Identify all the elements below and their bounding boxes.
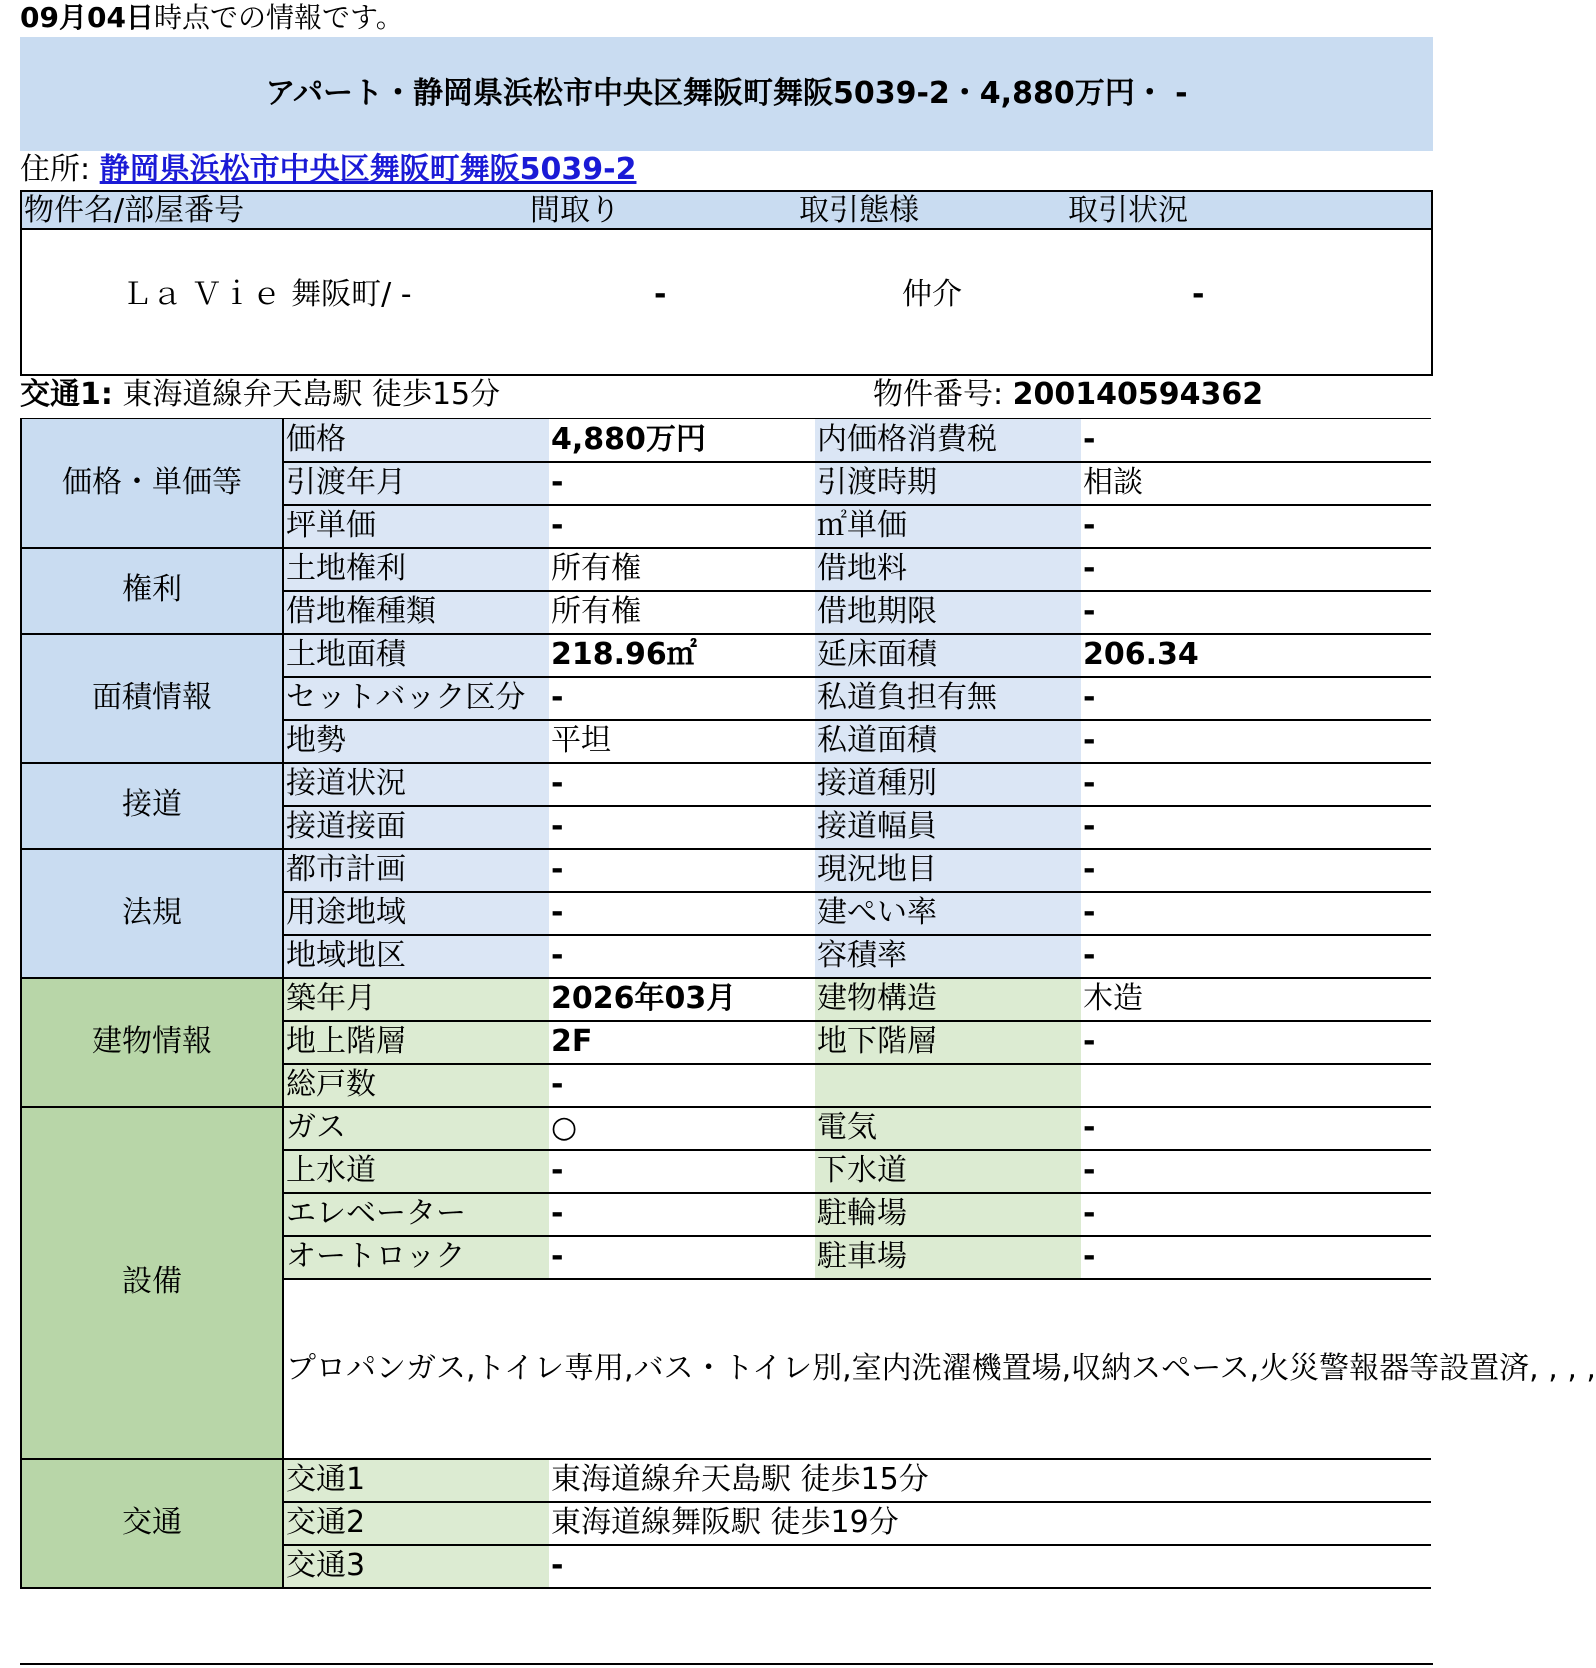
label-sewer: 下水道 xyxy=(815,1150,1081,1193)
value-road-face: - xyxy=(549,806,815,849)
value-land-area: 218.96㎡ xyxy=(549,634,815,677)
value-land-rights: 所有権 xyxy=(549,548,815,591)
traffic-summary-label: 交通1: xyxy=(20,377,113,412)
table-row xyxy=(21,1107,1431,1150)
value-city-plan: - xyxy=(549,849,815,892)
label-district: 地域地区 xyxy=(283,935,549,978)
section-rights: 権利 xyxy=(21,548,283,634)
label-bicycle-parking: 駐輪場 xyxy=(815,1193,1081,1236)
table-row xyxy=(21,634,1431,677)
address-link[interactable]: 静岡県浜松市中央区舞阪町舞阪5039-2 xyxy=(99,152,637,187)
label-land-rights: 土地権利 xyxy=(283,548,549,591)
page-title xyxy=(20,37,1433,151)
property-detail-table xyxy=(20,418,1596,1589)
bottom-divider xyxy=(20,1663,1433,1665)
table-row xyxy=(21,548,1431,591)
label-lease-fee: 借地料 xyxy=(815,548,1081,591)
value-floor-ratio: - xyxy=(1081,935,1431,978)
label-empty xyxy=(815,1064,1081,1107)
value-road-type: - xyxy=(1081,763,1431,806)
value-land-category: - xyxy=(1081,849,1431,892)
value-floor-area: 206.34 xyxy=(1081,634,1431,677)
property-number-value: 200140594362 xyxy=(1012,377,1264,412)
label-traffic2: 交通2 xyxy=(283,1502,549,1545)
date-note xyxy=(20,2,404,34)
value-setback: - xyxy=(549,677,815,720)
label-lease-term: 借地期限 xyxy=(815,591,1081,634)
label-basement: 地下階層 xyxy=(815,1021,1081,1064)
traffic-summary-value: 東海道線弁天島駅 徒歩15分 xyxy=(122,377,501,412)
label-electricity: 電気 xyxy=(815,1107,1081,1150)
value-lease-fee: - xyxy=(1081,548,1431,591)
label-city-plan: 都市計画 xyxy=(283,849,549,892)
label-tsubo-price: 坪単価 xyxy=(283,505,549,548)
section-building: 建物情報 xyxy=(21,978,283,1107)
label-road-status: 接道状況 xyxy=(283,763,549,806)
label-zoning: 用途地域 xyxy=(283,892,549,935)
value-handover-month: - xyxy=(549,462,815,505)
property-summary-box xyxy=(20,230,1433,376)
section-area: 面積情報 xyxy=(21,634,283,763)
value-coverage-ratio: - xyxy=(1081,892,1431,935)
label-handover-month: 引渡年月 xyxy=(283,462,549,505)
equipment-note: プロパンガス,トイレ専用,バス・トイレ別,室内洗濯機置場,収納スペース,火災警報器等設置済, , , , xyxy=(283,1279,1431,1459)
label-parking: 駐車場 xyxy=(815,1236,1081,1279)
label-sqm-price: ㎡単価 xyxy=(815,505,1081,548)
value-road-width: - xyxy=(1081,806,1431,849)
table-row xyxy=(21,1459,1431,1502)
value-price: 4,880万円 xyxy=(549,419,815,462)
value-water: - xyxy=(549,1150,815,1193)
value-units: - xyxy=(549,1064,815,1107)
label-private-road-area: 私道面積 xyxy=(815,720,1081,763)
label-land-category: 現況地目 xyxy=(815,849,1081,892)
title-text: アパート・静岡県浜松市中央区舞阪町舞阪5039-2・4,880万円・ - xyxy=(265,75,1188,111)
table-row xyxy=(21,763,1431,806)
label-water: 上水道 xyxy=(283,1150,549,1193)
header-transaction-mode: 取引態様 xyxy=(799,193,919,228)
value-zoning: - xyxy=(549,892,815,935)
value-floors: 2F xyxy=(549,1021,815,1064)
property-name: Ｌａ Ｖｉｅ 舞阪町/ - xyxy=(122,277,412,312)
value-terrain: 平坦 xyxy=(549,720,815,763)
value-parking: - xyxy=(1081,1236,1431,1279)
label-land-area: 土地面積 xyxy=(283,634,549,677)
section-equipment: 設備 xyxy=(21,1107,283,1459)
label-elevator: エレベーター xyxy=(283,1193,549,1236)
label-price: 価格 xyxy=(283,419,549,462)
header-name-room: 物件名/部屋番号 xyxy=(24,193,245,228)
property-transaction-mode: 仲介 xyxy=(902,277,962,312)
value-sqm-price: - xyxy=(1081,505,1431,548)
table-row xyxy=(21,419,1431,462)
value-built: 2026年03月 xyxy=(549,978,815,1021)
section-price: 価格・単価等 xyxy=(21,419,283,548)
value-sewer: - xyxy=(1081,1150,1431,1193)
value-traffic1: 東海道線弁天島駅 徒歩15分 xyxy=(549,1459,1431,1502)
label-road-width: 接道幅員 xyxy=(815,806,1081,849)
label-traffic1: 交通1 xyxy=(283,1459,549,1502)
label-setback: セットバック区分 xyxy=(283,677,549,720)
label-gas: ガス xyxy=(283,1107,549,1150)
header-transaction-status: 取引状況 xyxy=(1068,193,1188,228)
property-number-label: 物件番号: xyxy=(873,377,1004,412)
label-traffic3: 交通3 xyxy=(283,1545,549,1588)
value-district: - xyxy=(549,935,815,978)
address-line xyxy=(20,153,636,188)
value-lease-type: 所有権 xyxy=(549,591,815,634)
table-row xyxy=(21,978,1431,1021)
value-tax: - xyxy=(1081,419,1431,462)
value-traffic2: 東海道線舞阪駅 徒歩19分 xyxy=(549,1502,1431,1545)
label-floors: 地上階層 xyxy=(283,1021,549,1064)
value-structure: 木造 xyxy=(1081,978,1431,1021)
label-private-road: 私道負担有無 xyxy=(815,677,1081,720)
value-traffic3: - xyxy=(549,1545,1431,1588)
value-private-road-area: - xyxy=(1081,720,1431,763)
value-electricity: - xyxy=(1081,1107,1431,1150)
section-law: 法規 xyxy=(21,849,283,978)
label-coverage-ratio: 建ぺい率 xyxy=(815,892,1081,935)
label-built: 築年月 xyxy=(283,978,549,1021)
value-tsubo-price: - xyxy=(549,505,815,548)
label-terrain: 地勢 xyxy=(283,720,549,763)
label-structure: 建物構造 xyxy=(815,978,1081,1021)
value-gas: ○ xyxy=(549,1107,815,1150)
date-value: 09月04日 xyxy=(20,1,154,34)
property-transaction-status: - xyxy=(1192,277,1205,312)
date-suffix: 時点での情報です。 xyxy=(153,1,404,34)
label-lease-type: 借地権種類 xyxy=(283,591,549,634)
property-header-row xyxy=(20,190,1433,230)
address-label: 住所: xyxy=(20,152,91,187)
section-traffic: 交通 xyxy=(21,1459,283,1588)
label-floor-area: 延床面積 xyxy=(815,634,1081,677)
label-road-type: 接道種別 xyxy=(815,763,1081,806)
value-basement: - xyxy=(1081,1021,1431,1064)
value-autolock: - xyxy=(549,1236,815,1279)
section-road: 接道 xyxy=(21,763,283,849)
value-elevator: - xyxy=(549,1193,815,1236)
label-autolock: オートロック xyxy=(283,1236,549,1279)
value-lease-term: - xyxy=(1081,591,1431,634)
label-road-face: 接道接面 xyxy=(283,806,549,849)
label-floor-ratio: 容積率 xyxy=(815,935,1081,978)
label-units: 総戸数 xyxy=(283,1064,549,1107)
table-row xyxy=(21,849,1431,892)
label-handover-time: 引渡時期 xyxy=(815,462,1081,505)
value-empty xyxy=(1081,1064,1431,1107)
header-layout: 間取り xyxy=(530,193,620,228)
value-road-status: - xyxy=(549,763,815,806)
label-tax: 内価格消費税 xyxy=(815,419,1081,462)
value-private-road: - xyxy=(1081,677,1431,720)
value-handover-time: 相談 xyxy=(1081,462,1431,505)
traffic-summary xyxy=(20,378,500,413)
value-bicycle-parking: - xyxy=(1081,1193,1431,1236)
property-layout: - xyxy=(654,277,667,312)
property-number xyxy=(873,378,1263,413)
